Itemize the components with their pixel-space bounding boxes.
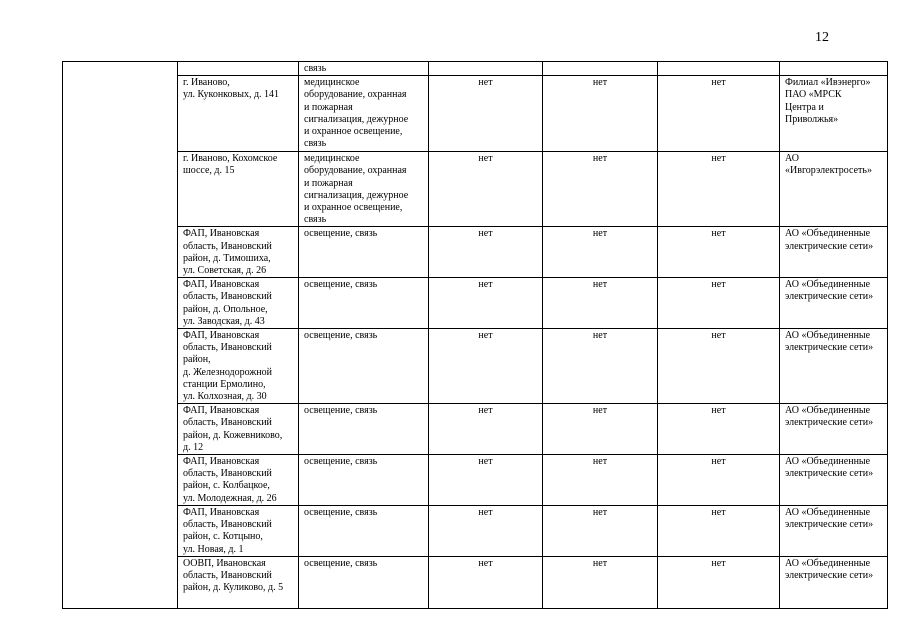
value-cell: нет xyxy=(543,505,658,556)
table-row xyxy=(63,76,888,152)
address-cell: ООВП, Ивановская область, Ивановский район, д. Куликово, д. 5 xyxy=(178,556,299,608)
equipment-cell: освещение, связь xyxy=(299,278,429,329)
equipment-cell: освещение, связь xyxy=(299,227,429,278)
address-cell: ФАП, Ивановская область, Ивановский район, д. Кожевниково, д. 12 xyxy=(178,404,299,455)
value-cell: нет xyxy=(658,404,780,455)
equipment-cell: освещение, связь xyxy=(299,329,429,404)
owner-cell: АО «Объединенные электрические сети» xyxy=(780,329,888,404)
value-cell: нет xyxy=(658,227,780,278)
table-row xyxy=(63,329,888,404)
value-cell: нет xyxy=(543,455,658,506)
table-row xyxy=(63,404,888,455)
value-cell: нет xyxy=(543,404,658,455)
table-row xyxy=(63,62,888,76)
value-cell: нет xyxy=(658,76,780,152)
value-cell xyxy=(429,62,543,76)
value-cell: нет xyxy=(429,329,543,404)
value-cell: нет xyxy=(543,152,658,227)
equipment-cell: освещение, связь xyxy=(299,455,429,506)
value-cell xyxy=(543,62,658,76)
address-cell xyxy=(178,62,299,76)
owner-cell: Филиал «Ивэнерго» ПАО «МРСК Центра и Приволжья» xyxy=(780,76,888,152)
value-cell: нет xyxy=(429,227,543,278)
equipment-cell: освещение, связь xyxy=(299,556,429,608)
equipment-cell: освещение, связь xyxy=(299,505,429,556)
table-row xyxy=(63,455,888,506)
value-cell: нет xyxy=(658,278,780,329)
equipment-cell: медицинское оборудование, охранная и пожарная сигнализация, дежурное и охранное освещение, связь xyxy=(299,76,429,152)
value-cell: нет xyxy=(543,278,658,329)
address-cell: ФАП, Ивановская область, Ивановский район, д. Железнодорожной станции Ермолино, ул. Колхозная, д. 30 xyxy=(178,329,299,404)
owner-cell: АО «Объединенные электрические сети» xyxy=(780,455,888,506)
table-row xyxy=(63,227,888,278)
owner-cell: АО «Объединенные электрические сети» xyxy=(780,227,888,278)
equipment-cell: медицинское оборудование, охранная и пожарная сигнализация, дежурное и охранное освещение, связь xyxy=(299,152,429,227)
address-cell: ФАП, Ивановская область, Ивановский район, д. Тимошиха, ул. Советская, д. 26 xyxy=(178,227,299,278)
table-row xyxy=(63,505,888,556)
document-table xyxy=(62,61,888,609)
owner-cell: АО «Объединенные электрические сети» xyxy=(780,505,888,556)
value-cell: нет xyxy=(658,329,780,404)
address-cell: г. Иваново, ул. Куконковых, д. 141 xyxy=(178,76,299,152)
value-cell: нет xyxy=(429,455,543,506)
address-cell: ФАП, Ивановская область, Ивановский район, с. Котцыно, ул. Новая, д. 1 xyxy=(178,505,299,556)
table-row xyxy=(63,556,888,608)
address-cell: ФАП, Ивановская область, Ивановский район, с. Колбацкое, ул. Молодежная, д. 26 xyxy=(178,455,299,506)
value-cell: нет xyxy=(429,76,543,152)
owner-cell: АО «Объединенные электрические сети» xyxy=(780,404,888,455)
table-row xyxy=(63,152,888,227)
value-cell: нет xyxy=(543,227,658,278)
address-cell: г. Иваново, Кохомское шоссе, д. 15 xyxy=(178,152,299,227)
value-cell: нет xyxy=(429,556,543,608)
value-cell: нет xyxy=(429,152,543,227)
owner-cell xyxy=(780,62,888,76)
value-cell xyxy=(658,62,780,76)
value-cell: нет xyxy=(658,505,780,556)
value-cell: нет xyxy=(543,556,658,608)
table-body xyxy=(63,62,888,609)
blank-left-cell xyxy=(63,62,178,609)
value-cell: нет xyxy=(543,76,658,152)
owner-cell: АО «Объединенные электрические сети» xyxy=(780,278,888,329)
owner-cell: АО «Объединенные электрические сети» xyxy=(780,556,888,608)
equipment-cell: связь xyxy=(299,62,429,76)
value-cell: нет xyxy=(658,152,780,227)
value-cell: нет xyxy=(658,455,780,506)
value-cell: нет xyxy=(429,505,543,556)
value-cell: нет xyxy=(658,556,780,608)
table-row xyxy=(63,278,888,329)
value-cell: нет xyxy=(429,278,543,329)
value-cell: нет xyxy=(429,404,543,455)
owner-cell: АО «Ивгорэлектросеть» xyxy=(780,152,888,227)
equipment-cell: освещение, связь xyxy=(299,404,429,455)
address-cell: ФАП, Ивановская область, Ивановский район, д. Опольное, ул. Заводская, д. 43 xyxy=(178,278,299,329)
value-cell: нет xyxy=(543,329,658,404)
page-number: 12 xyxy=(815,30,829,45)
